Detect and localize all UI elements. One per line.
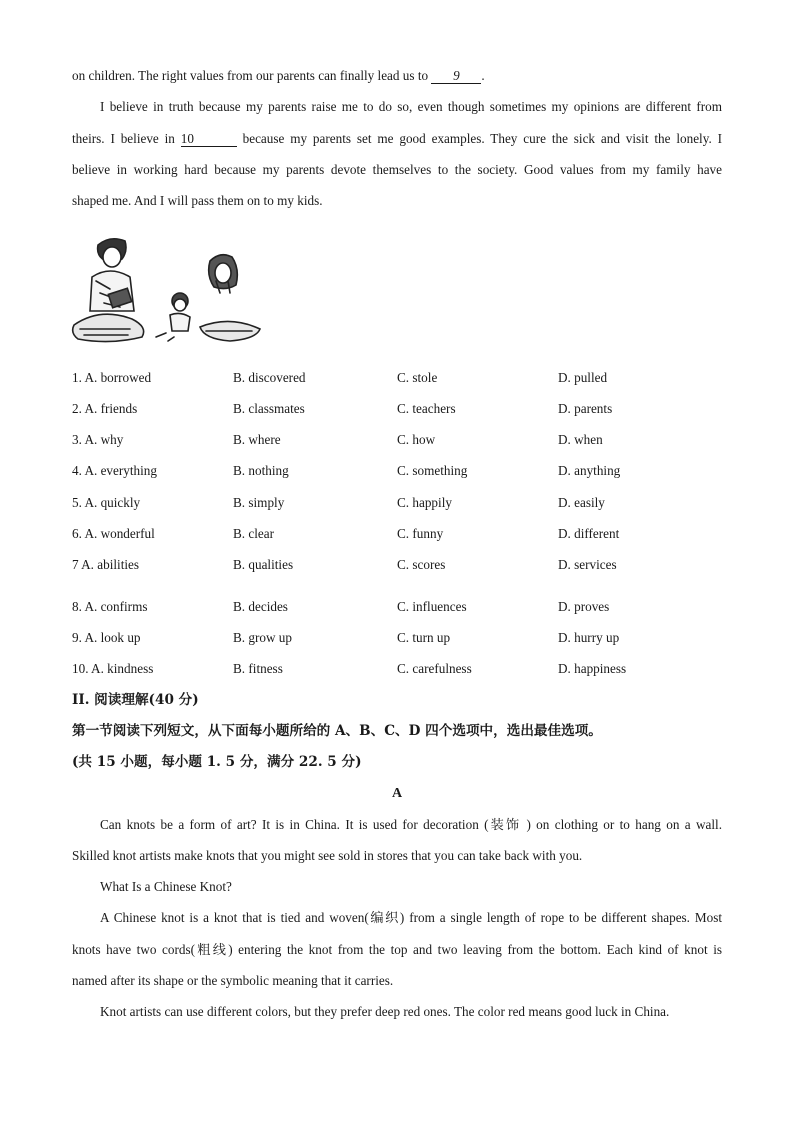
option-b[interactable] <box>233 660 283 678</box>
option-d[interactable] <box>558 525 619 543</box>
option-text: D. proves <box>558 599 610 614</box>
option-text: D. hurry up <box>558 630 620 645</box>
question-number: 6. A. <box>72 526 98 541</box>
option-text: quickly <box>100 495 141 510</box>
answer-blank-9[interactable]: 9 <box>431 69 481 84</box>
option-text: B. fitness <box>233 661 283 676</box>
option-text: D. pulled <box>558 370 608 385</box>
option-text: B. grow up <box>233 630 292 645</box>
passage-label: A <box>391 786 403 801</box>
option-text: D. anything <box>558 463 621 478</box>
question-row <box>72 598 732 616</box>
option-text: C. influences <box>397 599 467 614</box>
question-number: 5. A. <box>72 495 98 510</box>
option-b[interactable] <box>233 431 281 449</box>
question-number: 8. A. <box>72 599 98 614</box>
section-instruction: (共 15 小题，每小题 1. 5 分，满分 22. 5 分) <box>72 754 362 770</box>
passage-text: on children. The right values from our parents can finally lead us to <box>72 68 432 83</box>
passage-line: named after its shape or the symbolic meaning that it carries. <box>72 973 394 988</box>
option-text: C. teachers <box>397 401 456 416</box>
option-text: C. funny <box>397 526 444 541</box>
passage-line <box>72 67 722 85</box>
option-b[interactable] <box>233 400 305 418</box>
option-c[interactable] <box>397 525 443 543</box>
option-text: B. classmates <box>233 401 305 416</box>
option-text: B. qualities <box>233 557 294 572</box>
option-d[interactable] <box>558 556 617 574</box>
passage-line: knots have two cords(粗线) entering the knot from the top and two leaving from the bottom. Each kind of knot is <box>72 942 722 957</box>
option-c[interactable] <box>397 660 472 678</box>
answer-blank-10[interactable]: 10 <box>181 132 237 147</box>
option-text: C. something <box>397 463 468 478</box>
passage-line: A Chinese knot is a knot that is tied and woven(编织) from a single length of rope to be different shapes. Most <box>100 910 722 925</box>
option-a[interactable] <box>72 629 141 647</box>
option-a[interactable] <box>72 660 153 678</box>
option-a[interactable] <box>72 462 157 480</box>
option-a[interactable] <box>72 431 123 449</box>
option-text: kindness <box>107 661 154 676</box>
passage-line: Knot artists can use different colors, but they prefer deep red ones. The color red means good luck in China. <box>100 1004 670 1019</box>
option-text: everything <box>100 463 157 478</box>
option-text: C. how <box>397 432 436 447</box>
question-row <box>72 494 732 512</box>
option-d[interactable] <box>558 660 626 678</box>
option-text: D. when <box>558 432 603 447</box>
question-row <box>72 556 732 574</box>
option-text: D. parents <box>558 401 613 416</box>
option-a[interactable] <box>72 400 137 418</box>
option-a[interactable] <box>72 598 147 616</box>
question-row <box>72 369 732 387</box>
option-text: look up <box>100 630 141 645</box>
option-c[interactable] <box>397 556 445 574</box>
option-text: B. simply <box>233 495 285 510</box>
passage-line: Skilled knot artists make knots that you might see sold in stores that you can take back with you. <box>72 848 583 863</box>
option-d[interactable] <box>558 369 607 387</box>
option-c[interactable] <box>397 400 456 418</box>
option-text: B. decides <box>233 599 288 614</box>
option-text: B. discovered <box>233 370 306 385</box>
option-c[interactable] <box>397 629 450 647</box>
question-row <box>72 525 732 543</box>
option-d[interactable] <box>558 494 605 512</box>
question-number: 2. A. <box>72 401 98 416</box>
option-b[interactable] <box>233 494 284 512</box>
option-text: why <box>100 432 124 447</box>
option-text: B. where <box>233 432 281 447</box>
option-d[interactable] <box>558 431 603 449</box>
option-text: C. happily <box>397 495 452 510</box>
option-c[interactable] <box>397 462 467 480</box>
option-text: friends <box>100 401 138 416</box>
option-d[interactable] <box>558 629 619 647</box>
option-a[interactable] <box>72 525 155 543</box>
passage-text: because my parents set me good examples. They cure the sick and visit the lonely. I <box>236 131 722 146</box>
question-row <box>72 462 732 480</box>
passage-line: shaped me. And I will pass them on to my kids. <box>72 193 323 208</box>
question-number: 4. A. <box>72 463 98 478</box>
option-text: abilities <box>97 557 140 572</box>
question-row <box>72 400 732 418</box>
option-b[interactable] <box>233 556 293 574</box>
option-text: C. carefulness <box>397 661 472 676</box>
family-reading-illustration <box>70 233 262 351</box>
passage-line: Can knots be a form of art? It is in China. It is used for decoration (装饰 ) on clothing or to hang on a wall. <box>100 817 722 832</box>
option-text: D. services <box>558 557 617 572</box>
option-b[interactable] <box>233 598 288 616</box>
question-number: 10. A. <box>72 661 104 676</box>
option-b[interactable] <box>233 369 306 387</box>
section-instruction: 第一节阅读下列短文，从下面每小题所给的 A、B、C、D 四个选项中，选出最佳选项。 <box>72 723 602 739</box>
option-d[interactable] <box>558 400 612 418</box>
option-b[interactable] <box>233 525 274 543</box>
option-text: C. scores <box>397 557 446 572</box>
option-text: B. nothing <box>233 463 289 478</box>
passage-text: . <box>481 68 485 83</box>
option-a[interactable] <box>72 494 140 512</box>
option-a[interactable] <box>72 369 151 387</box>
option-c[interactable] <box>397 598 467 616</box>
option-text: confirms <box>100 599 148 614</box>
section-title: II. 阅读理解(40 分) <box>72 692 199 708</box>
option-text: D. happiness <box>558 661 627 676</box>
option-text: C. turn up <box>397 630 451 645</box>
question-row <box>72 660 732 678</box>
option-text: borrowed <box>100 370 152 385</box>
option-text: C. stole <box>397 370 438 385</box>
question-number: 9. A. <box>72 630 98 645</box>
passage-line: believe in working hard because my parents devote themselves to the society. Good values from my family have <box>72 162 722 177</box>
option-text: D. easily <box>558 495 605 510</box>
option-text: D. different <box>558 526 620 541</box>
question-row <box>72 431 732 449</box>
option-a[interactable] <box>72 556 139 574</box>
option-c[interactable] <box>397 494 452 512</box>
option-b[interactable] <box>233 462 289 480</box>
option-c[interactable] <box>397 369 437 387</box>
option-b[interactable] <box>233 629 292 647</box>
question-number: 3. A. <box>72 432 98 447</box>
passage-line <box>72 130 722 148</box>
question-number: 7 A. <box>72 557 94 572</box>
option-c[interactable] <box>397 431 435 449</box>
passage-subtitle: What Is a Chinese Knot? <box>100 879 232 894</box>
option-d[interactable] <box>558 462 620 480</box>
passage-text: theirs. I believe in <box>72 131 181 146</box>
question-row <box>72 629 732 647</box>
passage-line: I believe in truth because my parents raise me to do so, even though sometimes my opinions are different from <box>100 99 722 114</box>
option-text: B. clear <box>233 526 275 541</box>
question-number: 1. A. <box>72 370 98 385</box>
option-d[interactable] <box>558 598 609 616</box>
option-text: wonderful <box>100 526 155 541</box>
